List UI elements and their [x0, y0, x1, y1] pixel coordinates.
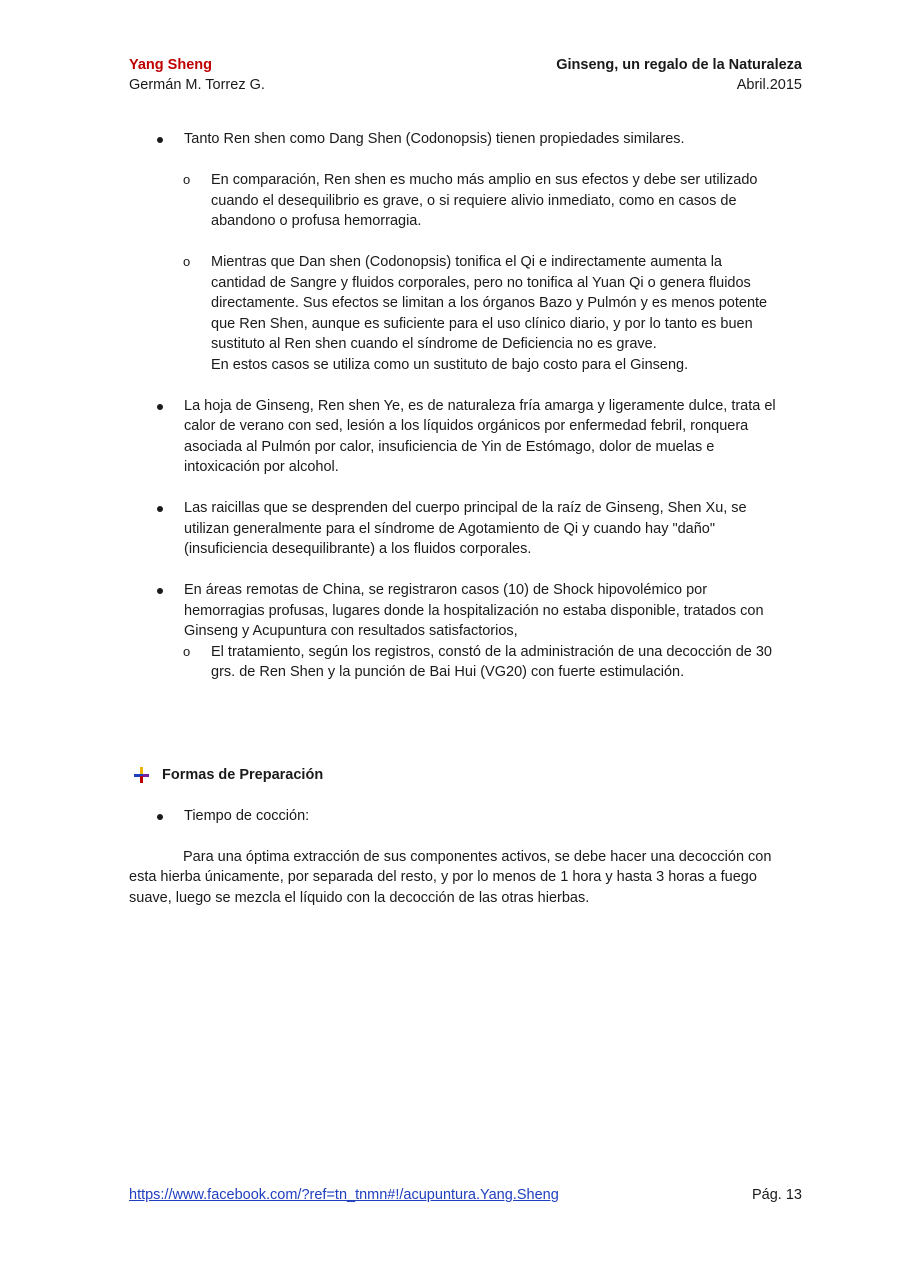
bullet-item	[129, 129, 779, 150]
header-brand: Yang Sheng	[129, 57, 212, 73]
bullet-dot	[157, 506, 163, 512]
bullet-item	[129, 498, 779, 560]
circle-bullet-icon: o	[183, 254, 191, 269]
bullet-dot	[157, 588, 163, 594]
bullet-dot	[157, 404, 163, 410]
body-paragraph: Para una óptima extracción de sus componentes activos, se debe hacer una decocción con esta hierba únicamente, por separada del resto, y por lo menos de 1 hora y hasta 3 horas a fuego suave, luego se mezcla el líquido con la decocción de las otras hierbas.	[129, 848, 772, 906]
header-date: Abril.2015	[736, 77, 802, 93]
bullet-item	[129, 396, 779, 478]
colored-cross-icon	[133, 767, 149, 783]
bullet-text: En áreas remotas de China, se registraron casos (10) de Shock hipovolémico por hemorragias profusas, lugares donde la hospitalización no estaba disponible, tratados con Ginseng y Acupuntura con resultados satisfactorios,	[184, 582, 764, 639]
sub-bullet-item	[129, 642, 779, 683]
bullet-dot	[157, 814, 163, 820]
bullet-text: Tanto Ren shen como Dang Shen (Codonopsis) tienen propiedades similares.	[184, 131, 685, 147]
page-content	[129, 129, 779, 908]
bullet-item	[129, 580, 779, 642]
facebook-link[interactable]: https://www.facebook.com/?ref=tn_tnmn#!/acupuntura.Yang.Sheng	[129, 1187, 559, 1203]
circle-bullet-icon: o	[183, 643, 191, 659]
bullet-text: Tiempo de cocción:	[184, 807, 310, 824]
sub-bullet-item	[129, 252, 779, 375]
page-number: Pág. 13	[752, 1187, 802, 1203]
page-header	[129, 55, 802, 95]
sub-bullet-text-continued: En estos casos se utiliza como un sustituto de bajo costo para el Ginseng.	[211, 356, 689, 373]
header-author: Germán M. Torrez G.	[129, 77, 265, 93]
section-heading	[129, 765, 779, 786]
sub-bullet-text: En comparación, Ren shen es mucho más amplio en sus efectos y debe ser utilizado cuando el desequilibrio es grave, o si requiere alivio inmediato, como en casos de abandono o profusa hemorragia.	[211, 172, 758, 229]
bullet-text: La hoja de Ginseng, Ren shen Ye, es de naturaleza fría amarga y ligeramente dulce, trata el calor de verano con sed, lesión a los líquidos orgánicos por enfermedad febril, ronquera asociada al Pulmón por calor, insuficiencia de Yin de Estómago, dolor de muelas e intoxicación por alcohol.	[184, 397, 776, 475]
sub-bullet-text: El tratamiento, según los registros, constó de la administración de una decocción de 30 grs. de Ren Shen y la punción de Bai Hui (VG20) con fuerte estimulación.	[211, 643, 772, 680]
bullet-text: Las raicillas que se desprenden del cuerpo principal de la raíz de Ginseng, Shen Xu, se utilizan generalmente para el síndrome de Agotamiento de Qi y cuando hay "daño" (insuficiencia desequilibrante) a los fluidos corporales.	[184, 500, 747, 557]
header-document-title: Ginseng, un regalo de la Naturaleza	[556, 57, 802, 73]
sub-bullet-item	[129, 170, 779, 232]
sub-bullet-text: Mientras que Dan shen (Codonopsis) tonifica el Qi e indirectamente aumenta la cantidad de Sangre y fluidos corporales, pero no tonifica al Yuan Qi o genera fluidos directamente. Sus efectos se limitan a los órganos Bazo y Pulmón y es menos potente que Ren Shen, aunque es suficiente para el uso clínico diario, y por lo tanto es buen sustituto al Ren shen cuando el síndrome de Deficiencia no es grave.	[211, 254, 768, 352]
section-heading-text: Formas de Preparación	[162, 766, 324, 783]
bullet-item	[129, 806, 779, 827]
bullet-dot	[157, 137, 163, 143]
circle-bullet-icon: o	[183, 172, 191, 187]
page-footer	[129, 1185, 802, 1205]
